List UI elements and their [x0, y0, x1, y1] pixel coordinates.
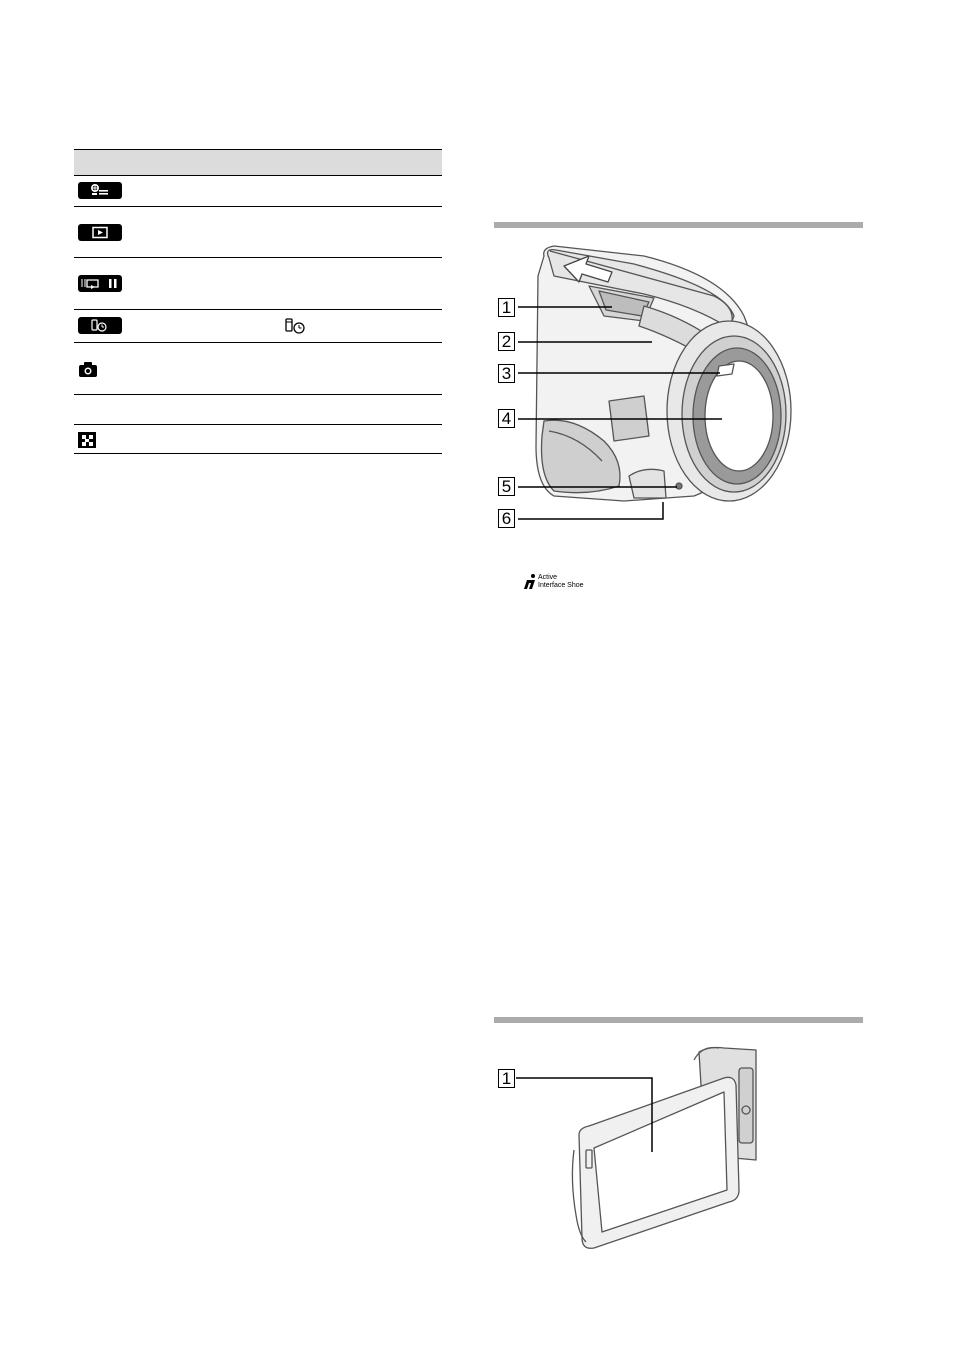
function-table	[74, 149, 442, 454]
callout-number: 6	[498, 509, 515, 528]
table-header	[74, 149, 442, 176]
hdd-memory-settings-icon	[78, 182, 122, 199]
playback-icon	[78, 224, 122, 241]
active-interface-shoe-logo	[521, 572, 591, 592]
index-grid-icon	[78, 432, 96, 448]
lcd-screen-illustration	[494, 1040, 764, 1250]
logo-line-1: Active	[538, 574, 558, 581]
callout-number: 3	[498, 364, 515, 383]
table-row	[74, 207, 442, 258]
callout-number: 1	[498, 1069, 515, 1088]
section-separator	[494, 1017, 863, 1023]
callout-number: 5	[498, 477, 515, 496]
disc-finalize-icon	[78, 317, 122, 334]
table-row	[74, 343, 442, 395]
callout-number: 1	[498, 298, 515, 317]
camera-icon	[78, 361, 100, 378]
callout-number: 2	[498, 332, 515, 351]
table-row	[74, 310, 442, 343]
logo-line-2: Interface Shoe	[538, 582, 584, 589]
callout-leader-lines	[494, 236, 814, 536]
table-row	[74, 258, 442, 310]
table-row	[74, 395, 442, 425]
table-row	[74, 176, 442, 207]
section-separator	[494, 222, 863, 228]
callout-number: 4	[498, 409, 515, 428]
slideshow-pause-icon	[78, 275, 122, 292]
disc-finalize-icon	[284, 317, 310, 335]
table-row	[74, 425, 442, 454]
active-interface-shoe-icon	[521, 574, 537, 590]
